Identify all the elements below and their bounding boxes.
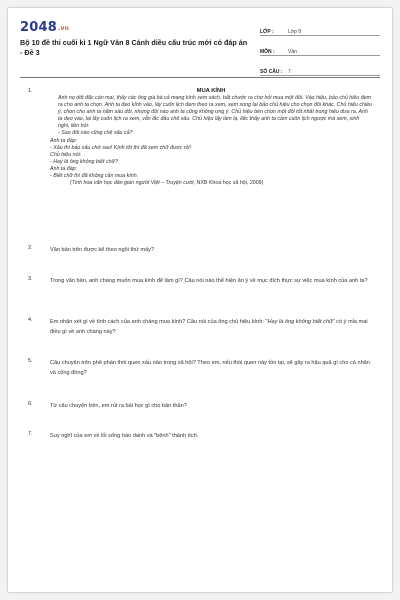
- quoted-phrase: Hay là ông không biết chữ: [267, 319, 333, 325]
- question-number: 1.: [28, 88, 33, 94]
- meta-info: [260, 21, 380, 81]
- question-number: 4.: [28, 317, 33, 323]
- question-text: Văn bản trên được kể theo ngôi thứ mấy?: [50, 247, 155, 253]
- document-page: [8, 8, 392, 592]
- logo-text: 2048: [20, 20, 57, 35]
- passage-source: [50, 180, 372, 187]
- question-number: 2.: [28, 245, 33, 251]
- question-text-part: Em nhận xét gì về tính cách của anh chàng mua kính? Câu nói của ông chủ hiệu kính: ": [50, 319, 268, 325]
- question-text-part: " có ý mỉa mai điều gì về anh chàng này?: [50, 319, 368, 335]
- passage-text: [50, 95, 372, 187]
- question-text: Suy nghĩ của em về lối sống háo danh và "bệnh" thành tích.: [50, 433, 199, 439]
- question-number: 7.: [28, 431, 33, 437]
- dialogue-line: Chủ hiệu nói:: [50, 151, 82, 158]
- dialogue-line: - Sao đôi nào cũng chê xấu cả?: [58, 130, 133, 137]
- dialogue-line: Anh ta đáp:: [50, 165, 78, 172]
- question-text: Câu chuyện trên phê phán thói quen xấu nào trong xã hội? Theo em, nếu thói quen này tồn tại, sẽ gây ra hậu quả gì cho cá nhân và cộng đồng?: [50, 360, 370, 376]
- question-text: Trong văn bản, anh chàng muốn mua kính để làm gì? Câu nói nào thể hiện ẩn ý về mục đích thực sự việc mua kính của anh ta?: [50, 278, 368, 284]
- meta-value: Lớp 8: [288, 29, 302, 35]
- meta-value: 7: [288, 69, 291, 75]
- meta-value: Văn: [288, 49, 297, 55]
- dialogue-line: - Biết chữ thì đã không cần mua kính.: [50, 173, 139, 180]
- question-number: 3.: [28, 276, 33, 282]
- meta-key: SỐ CÂU :: [260, 69, 283, 75]
- question-text: Từ câu chuyện trên, em rút ra bài học gì cho bản thân?: [50, 403, 187, 409]
- logo-suffix: .vn: [57, 25, 70, 32]
- meta-row-question-count: [260, 61, 380, 76]
- header-divider: [20, 77, 380, 78]
- dialogue-line: - Hay là ông không biết chữ?: [50, 158, 118, 165]
- dialogue-line: Anh ta đáp:: [50, 137, 78, 144]
- dialogue-line: - Xấu thì bảo xấu chứ sao! Kính tốt thì đã xem chữ được rồi!: [50, 144, 192, 151]
- passage-paragraph: Anh nọ dốt đặc cán mai, thấy các ông già bà cả mang kính xem sách, bắt chước ra chợ hỏi mua một đôi. Vào hiệu, bảo chủ hiệu đem ra cho anh ta chọn. Anh ta đeo kính vào, lấy cuốn lịch đem theo ra xem, xem xong lại bảo chủ hiệu cho chọn đôi khác. Chủ hiệu chiều ý, chọn cho anh ta năm sáu đôi, nhưng đôi nào anh ta cũng không ưng ý. Chủ hiệu bèn chọn một đôi tốt nhất trong hiệu đưa ra. Anh ta đeo vào, lại lấy cuốn lịch ra xem, vẫn lắc đầu chê xấu. Chủ hiệu lấy làm lạ, liếc thấy anh ta cầm cuốn lịch ngược mà xem, sinh nghi, liền hỏi:: [58, 95, 372, 130]
- document-title: Bộ 10 đề thi cuối kì 1 Ngữ Văn 8 Cánh diều cấu trúc mới có đáp án - Đề 3: [20, 38, 248, 57]
- passage-title: MUA KÍNH: [196, 88, 226, 94]
- meta-row-class: [260, 21, 380, 36]
- question-number: 5.: [28, 358, 33, 364]
- source-publisher: NXB Khoa học xã hội, 2009): [195, 180, 264, 187]
- meta-key: MÔN :: [260, 49, 275, 55]
- meta-key: LỚP :: [260, 29, 274, 35]
- source-title: (Tinh hoa văn học dân gian người Việt – Truyện cười,: [70, 180, 196, 187]
- question-number: 6.: [28, 401, 33, 407]
- meta-row-subject: [260, 41, 380, 56]
- site-logo[interactable]: [20, 20, 69, 35]
- question-text: [50, 317, 372, 337]
